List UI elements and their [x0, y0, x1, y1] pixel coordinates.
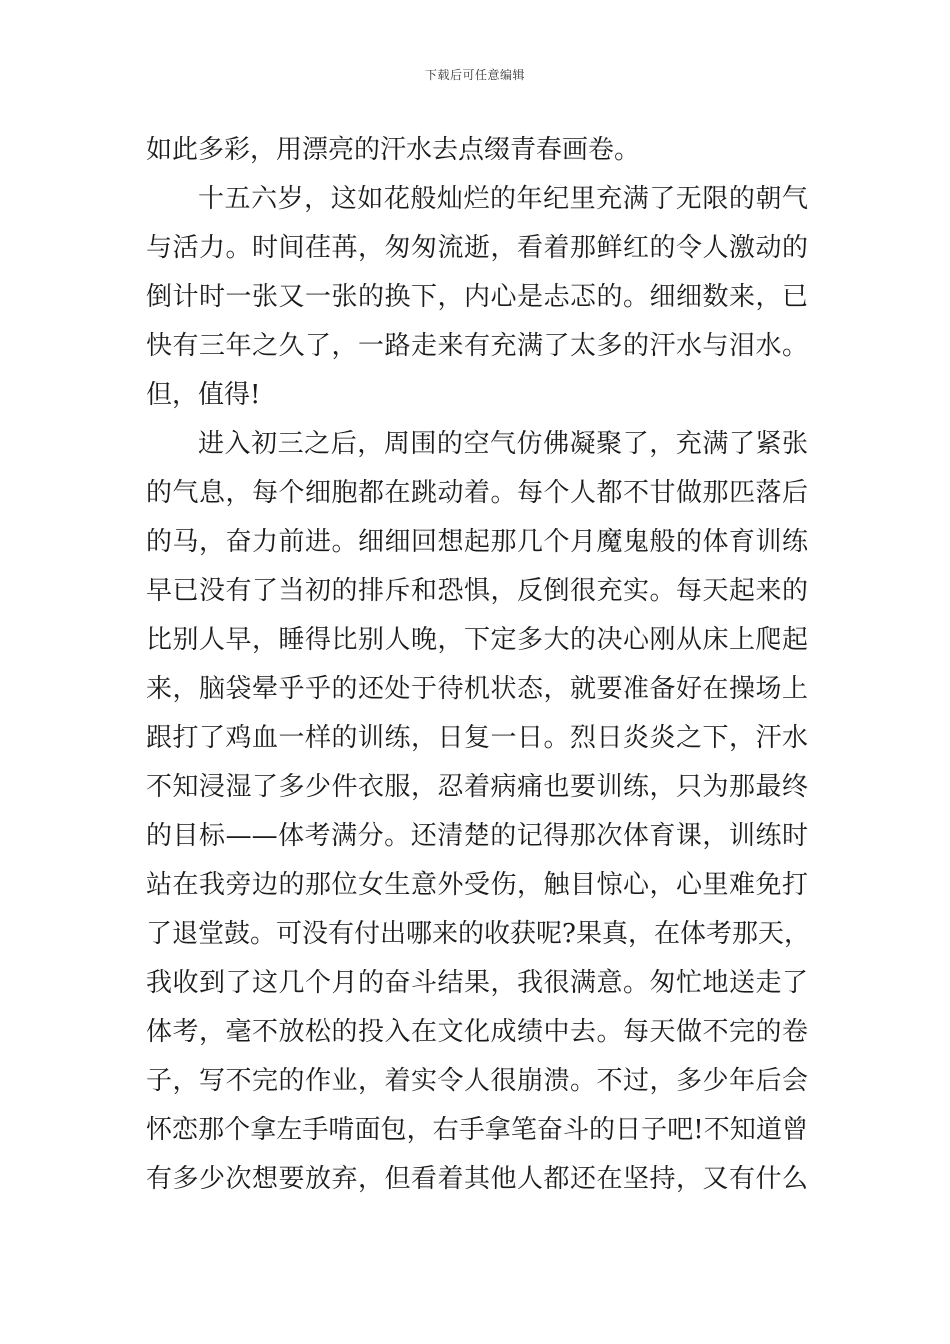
header-note: 下载后可任意编辑: [424, 68, 525, 82]
text-line: 快有三年之久了，一路走来有充满了太多的汗水与泪水。: [146, 331, 808, 361]
text-line: 与活力。时间荏苒，匆匆流逝，看着那鲜红的令人激动的: [146, 233, 808, 263]
text-line: 的气息，每个细胞都在跳动着。每个人都不甘做那匹落后: [146, 478, 808, 508]
text-line: 比别人早，睡得比别人晚，下定多大的决心刚从床上爬起: [146, 625, 808, 655]
text-line: 站在我旁边的那位女生意外受伤，触目惊心，心里难免打: [146, 870, 808, 900]
text-line: 十五六岁，这如花般灿烂的年纪里充满了无限的朝气: [198, 184, 808, 214]
text-line: 早已没有了当初的排斥和恐惧，反倒很充实。每天起来的: [146, 576, 808, 606]
text-line: 如此多彩，用漂亮的汗水去点缀青春画卷。: [146, 135, 641, 165]
text-line: 进入初三之后，周围的空气仿佛凝聚了，充满了紧张: [198, 429, 808, 459]
text-line: 体考，毫不放松的投入在文化成绩中去。每天做不完的卷: [146, 1017, 808, 1047]
text-line: 的马，奋力前进。细细回想起那几个月魔鬼般的体育训练: [146, 527, 808, 557]
text-line: 不知浸湿了多少件衣服，忍着病痛也要训练，只为那最终: [146, 772, 808, 802]
text-line: 来，脑袋晕乎乎的还处于待机状态，就要准备好在操场上: [146, 674, 808, 704]
text-line: 有多少次想要放弃，但看着其他人都还在坚持，又有什么: [146, 1164, 808, 1194]
text-line: 跟打了鸡血一样的训练，日复一日。烈日炎炎之下，汗水: [146, 723, 808, 753]
text-line: 怀恋那个拿左手啃面包，右手拿笔奋斗的日子吧!不知道曾: [146, 1115, 808, 1145]
text-line: 我收到了这几个月的奋斗结果，我很满意。匆忙地送走了: [146, 968, 808, 998]
text-line: 的目标——体考满分。还清楚的记得那次体育课，训练时: [146, 821, 808, 851]
text-line: 了退堂鼓。可没有付出哪来的收获呢?果真，在体考那天，: [146, 919, 810, 949]
body-text: [146, 126, 808, 1204]
text-line: 倒计时一张又一张的换下，内心是忐忑的。细细数来，已: [146, 282, 808, 312]
text-line: 但，值得!: [146, 380, 261, 410]
text-line: 子，写不完的作业，着实令人很崩溃。不过，多少年后会: [146, 1066, 808, 1096]
